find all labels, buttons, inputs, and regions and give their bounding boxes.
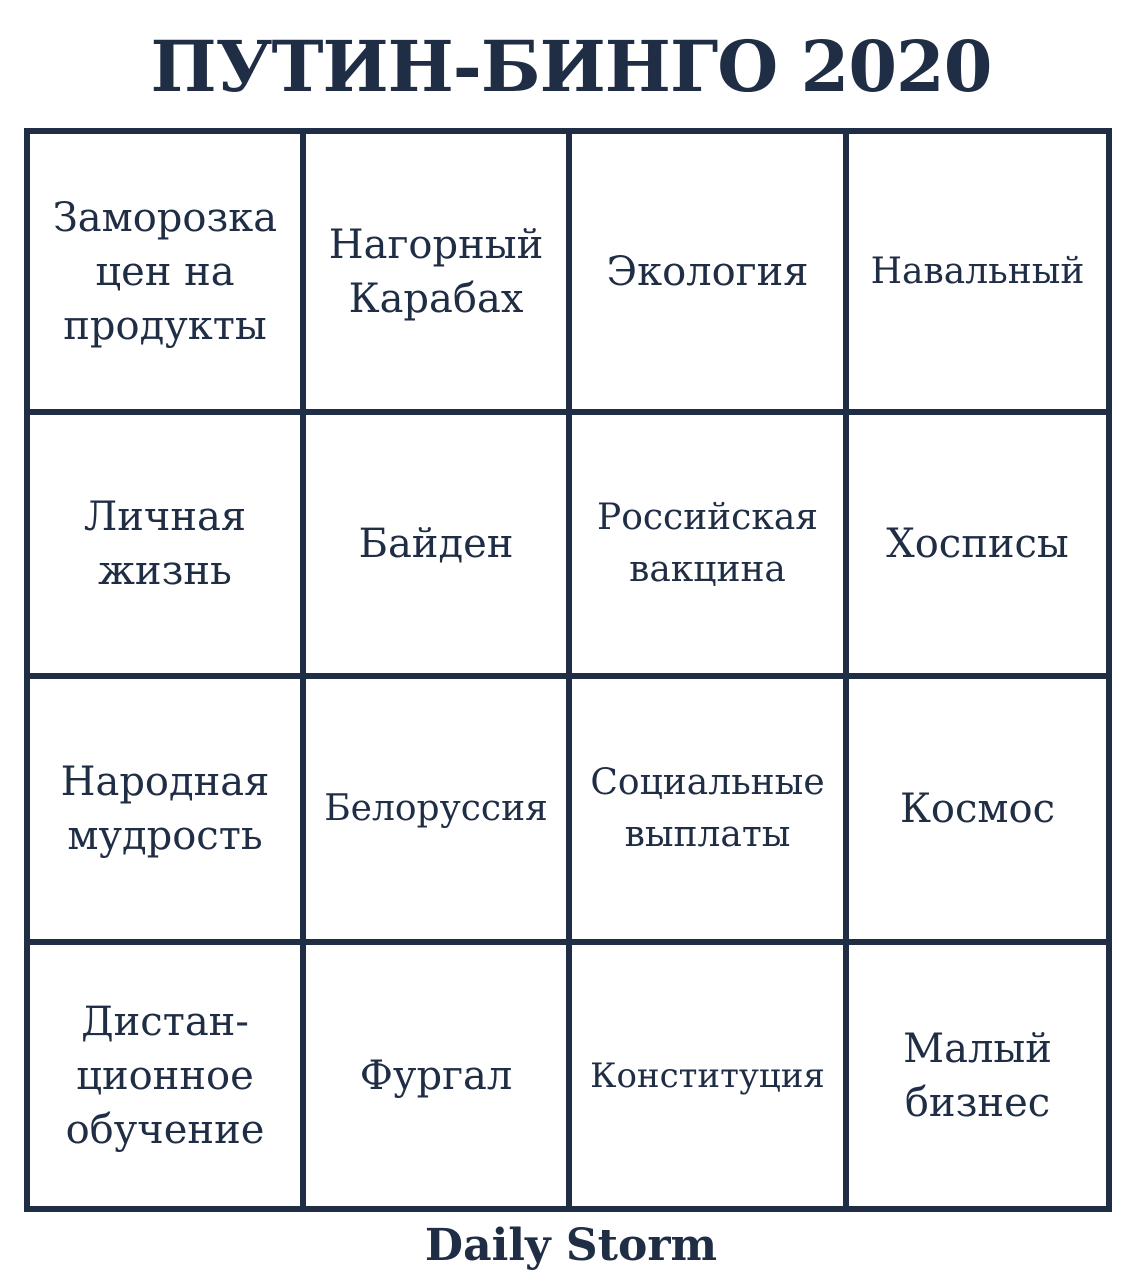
bingo-cell[interactable]: Социальные выплаты: [572, 679, 843, 939]
brand-footer: Daily Storm: [424, 1220, 718, 1271]
bingo-cell[interactable]: Хосписы: [849, 415, 1106, 673]
bingo-cell[interactable]: Фургал: [306, 945, 566, 1206]
bingo-cell[interactable]: Дистан- ционное обучение: [30, 945, 300, 1206]
bingo-title: ПУТИН-БИНГО 2020: [150, 25, 992, 108]
bingo-cell[interactable]: Нагорный Карабах: [306, 134, 566, 409]
bingo-cell[interactable]: Российская вакцина: [572, 415, 843, 673]
bingo-cell[interactable]: Малый бизнес: [849, 945, 1106, 1206]
bingo-cell[interactable]: Навальный: [849, 134, 1106, 409]
bingo-cell[interactable]: Космос: [849, 679, 1106, 939]
bingo-cell[interactable]: Народная мудрость: [30, 679, 300, 939]
bingo-cell[interactable]: Заморозка цен на продукты: [30, 134, 300, 409]
bingo-cell[interactable]: Белоруссия: [306, 679, 566, 939]
bingo-cell[interactable]: Конституция: [572, 945, 843, 1206]
bingo-cell[interactable]: Байден: [306, 415, 566, 673]
bingo-grid: [24, 128, 1112, 1212]
bingo-cell[interactable]: Экология: [572, 134, 843, 409]
bingo-cell[interactable]: Личная жизнь: [30, 415, 300, 673]
